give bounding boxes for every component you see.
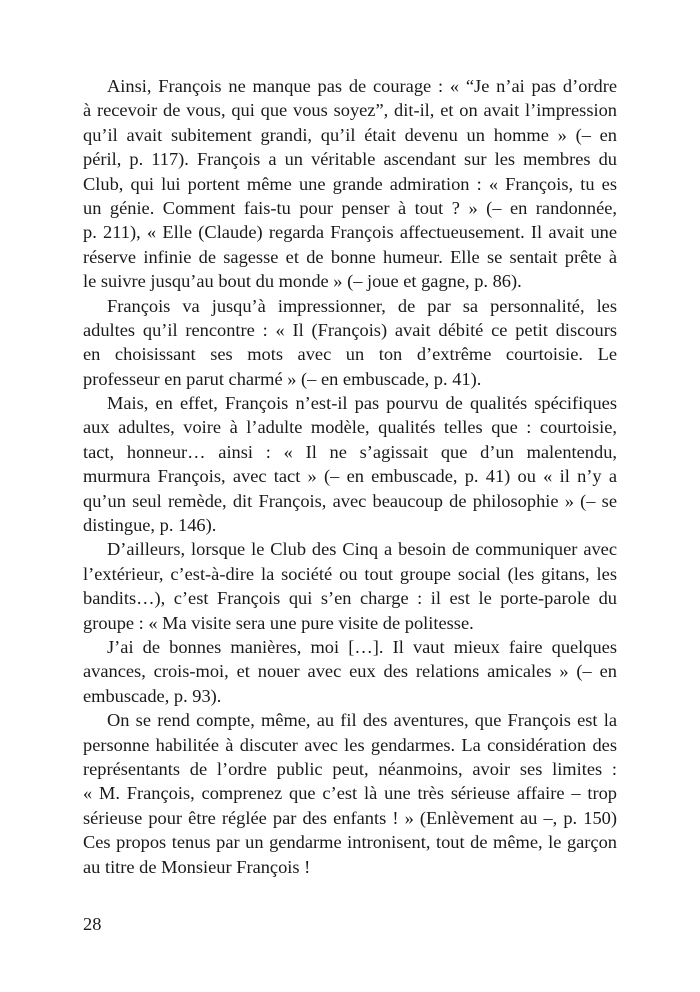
- text-line: représentants de l’ordre public peut, néanmoins, avoir ses limites :: [83, 758, 617, 779]
- text-line: au titre de Monsieur François !: [83, 856, 311, 877]
- text-line: qu’il avait subitement grandi, qu’il était devenu un homme » (– en: [83, 124, 617, 145]
- text-line: Club, qui lui portent même une grande admiration : « François, tu es: [83, 173, 617, 194]
- paragraph: [83, 294, 617, 392]
- paragraph: [83, 537, 617, 635]
- text-line: à recevoir de vous, qui que vous soyez”, dit-il, et on avait l’impression: [83, 100, 617, 121]
- text-line: J’ai de bonnes manières, moi […]. Il vaut mieux faire quelques: [107, 636, 617, 657]
- text-line: Ainsi, François ne manque pas de courage : « “Je n’ai pas d’ordre: [107, 76, 617, 96]
- text-line: en choisissant ses mots avec un ton d’extrême courtoisie. Le: [83, 344, 617, 365]
- text-line: un génie. Comment fais-tu pour penser à tout ? » (– en randonnée,: [83, 197, 617, 218]
- text-line: François va jusqu’à impressionner, de par sa personnalité, les: [107, 295, 617, 316]
- page-number: 28: [83, 914, 102, 934]
- text-line: murmura François, avec tact » (– en embuscade, p. 41) ou « il n’y a: [83, 466, 617, 487]
- text-line: sérieuse pour être réglée par des enfants ! » (Enlèvement au –, p. 150): [83, 807, 617, 828]
- text-line: adultes qu’il rencontre : « Il (François) avait débité ce petit discours: [83, 319, 617, 340]
- text-line: Mais, en effet, François n’est-il pas pourvu de qualités spécifiques: [107, 393, 617, 414]
- text-line: réserve infinie de sagesse et de bonne humeur. Elle se sentait prête à: [83, 246, 617, 267]
- text-line: distingue, p. 146).: [83, 515, 217, 536]
- text-line: groupe : « Ma visite sera une pure visite de politesse.: [83, 612, 474, 633]
- text-line: D’ailleurs, lorsque le Club des Cinq a besoin de communiquer avec: [107, 539, 617, 560]
- body-text: [83, 74, 617, 879]
- text-line: péril, p. 117). François a un véritable ascendant sur les membres du: [83, 149, 617, 170]
- text-line: Ces propos tenus par un gendarme intronisent, tout de même, le garçon: [83, 832, 617, 853]
- text-line: personne habilitée à discuter avec les gendarmes. La considération des: [83, 734, 617, 755]
- text-line: p. 211), « Elle (Claude) regarda François affectueusement. Il avait une: [83, 222, 617, 243]
- text-line: l’extérieur, c’est-à-dire la société ou tout groupe social (les gitans, les: [83, 563, 617, 584]
- text-line: professeur en parut charmé » (– en embuscade, p. 41).: [83, 368, 482, 389]
- text-line: bandits…), c’est François qui s’en charge : il est le porte-parole du: [83, 588, 617, 609]
- paragraph: [83, 708, 617, 879]
- text-line: qu’un seul remède, dit François, avec beaucoup de philosophie » (– se: [83, 490, 617, 511]
- paragraph: [83, 635, 617, 708]
- text-line: « M. François, comprenez que c’est là une très sérieuse affaire – trop: [83, 783, 617, 804]
- text-line: avances, crois-moi, et nouer avec eux des relations amicales » (– en: [83, 661, 617, 682]
- text-line: le suivre jusqu’au bout du monde » (– joue et gagne, p. 86).: [83, 271, 522, 292]
- text-line: On se rend compte, même, au fil des aventures, que François est la: [107, 710, 617, 731]
- text-line: aux adultes, voire à l’adulte modèle, qualités telles que : courtoisie,: [83, 417, 617, 438]
- paragraph: [83, 74, 617, 294]
- paragraph: [83, 391, 617, 537]
- text-line: embuscade, p. 93).: [83, 685, 222, 706]
- text-line: tact, honneur… ainsi : « Il ne s’agissait que d’un malentendu,: [83, 441, 617, 462]
